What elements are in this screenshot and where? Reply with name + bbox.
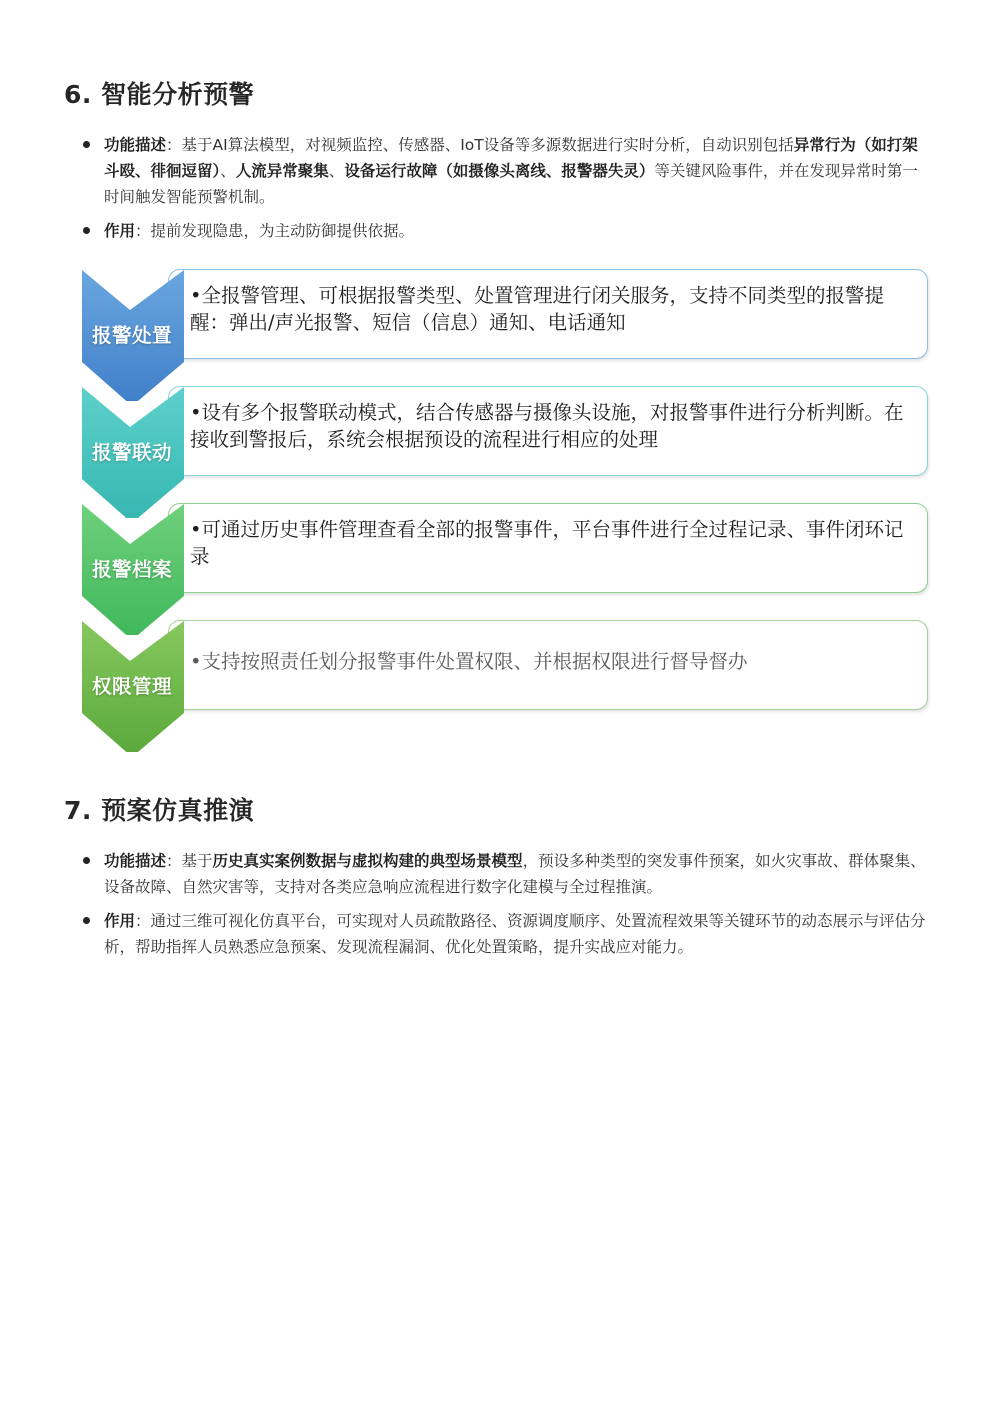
list-item [80, 848, 930, 900]
section-6-bullets [80, 132, 930, 252]
section-7-bullets [80, 848, 930, 968]
bullet-text: 提前发现隐患，为主动防御提供依据。 [150, 222, 415, 240]
bullet-separator: ： [166, 852, 182, 870]
bullet-text: 通过三维可视化仿真平台，可实现对人员疏散路径、资源调度顺序、处置流程效果等关键环节的动态展示与评估分析，帮助指挥人员熟悉应急预案、发现流程漏洞、优化处置策略，提升实战应对能力。 [104, 912, 926, 956]
step-text: •设有多个报警联动模式，结合传感器与摄像头设施，对报警事件进行分析判断。在接收到警报后，系统会根据预设的流程进行相应的处理 [190, 401, 904, 451]
flow-step [80, 266, 932, 401]
bullet-icon [83, 917, 90, 924]
bullet-text [104, 852, 926, 896]
bold-text-run: 异常行为（如打架斗殴、徘徊逗留） [104, 136, 918, 180]
step-label: 报警档案 [91, 558, 172, 581]
list-item [80, 132, 930, 210]
flow-step [80, 500, 932, 635]
bullet-icon [83, 141, 90, 148]
flow-step [80, 383, 932, 518]
text-run: 等关键风险事件，并在发现异常时第一时间触发智能预警机制。 [104, 162, 918, 206]
step-label: 报警处置 [91, 324, 172, 347]
alarm-process-diagram [80, 266, 932, 771]
bullet-separator: ： [135, 222, 151, 240]
step-text: •支持按照责任划分报警事件处置权限、并根据权限进行督导督办 [190, 650, 748, 673]
bold-text-run: 设备运行故障（如摄像头离线、报警器失灵） [344, 162, 655, 180]
bullet-separator: ： [135, 912, 151, 930]
section-6-title: 6. 智能分析预警 [64, 80, 255, 109]
bullet-text [104, 136, 918, 206]
list-item [80, 218, 930, 244]
flow-step [80, 617, 932, 752]
bullet-label: 功能描述 [104, 136, 167, 154]
text-run: 、 [328, 162, 345, 180]
step-text: •全报警管理、可根据报警类型、处置管理进行闭关服务，支持不同类型的报警提醒：弹出/声光报警、短信（信息）通知、电话通知 [190, 284, 885, 334]
section-7-title: 7. 预案仿真推演 [64, 796, 255, 825]
bullet-label: 功能描述 [104, 852, 167, 870]
bullet-icon [83, 857, 90, 864]
text-run: 基于 [181, 852, 213, 870]
bold-text-run: 人流异常聚集 [235, 162, 329, 180]
step-text: •可通过历史事件管理查看全部的报警事件，平台事件进行全过程记录、事件闭环记录 [190, 518, 904, 568]
text-run: 基于AI算法模型，对视频监控、传感器、IoT设备等多源数据进行实时分析，自动识别包括 [181, 136, 794, 154]
bullet-icon [83, 227, 90, 234]
step-label: 报警联动 [91, 441, 172, 464]
list-item [80, 908, 930, 960]
bold-text-run: 历史真实案例数据与虚拟构建的典型场景模型 [212, 852, 523, 870]
bullet-separator: ： [166, 136, 182, 154]
step-label: 权限管理 [91, 675, 172, 698]
text-run: 、 [220, 162, 236, 180]
bullet-label: 作用 [104, 912, 136, 930]
bullet-label: 作用 [104, 222, 136, 240]
text-run: ，预设多种类型的突发事件预案，如火灾事故、群体聚集、设备故障、自然灾害等，支持对各类应急响应流程进行数字化建模与全过程推演。 [104, 852, 926, 896]
